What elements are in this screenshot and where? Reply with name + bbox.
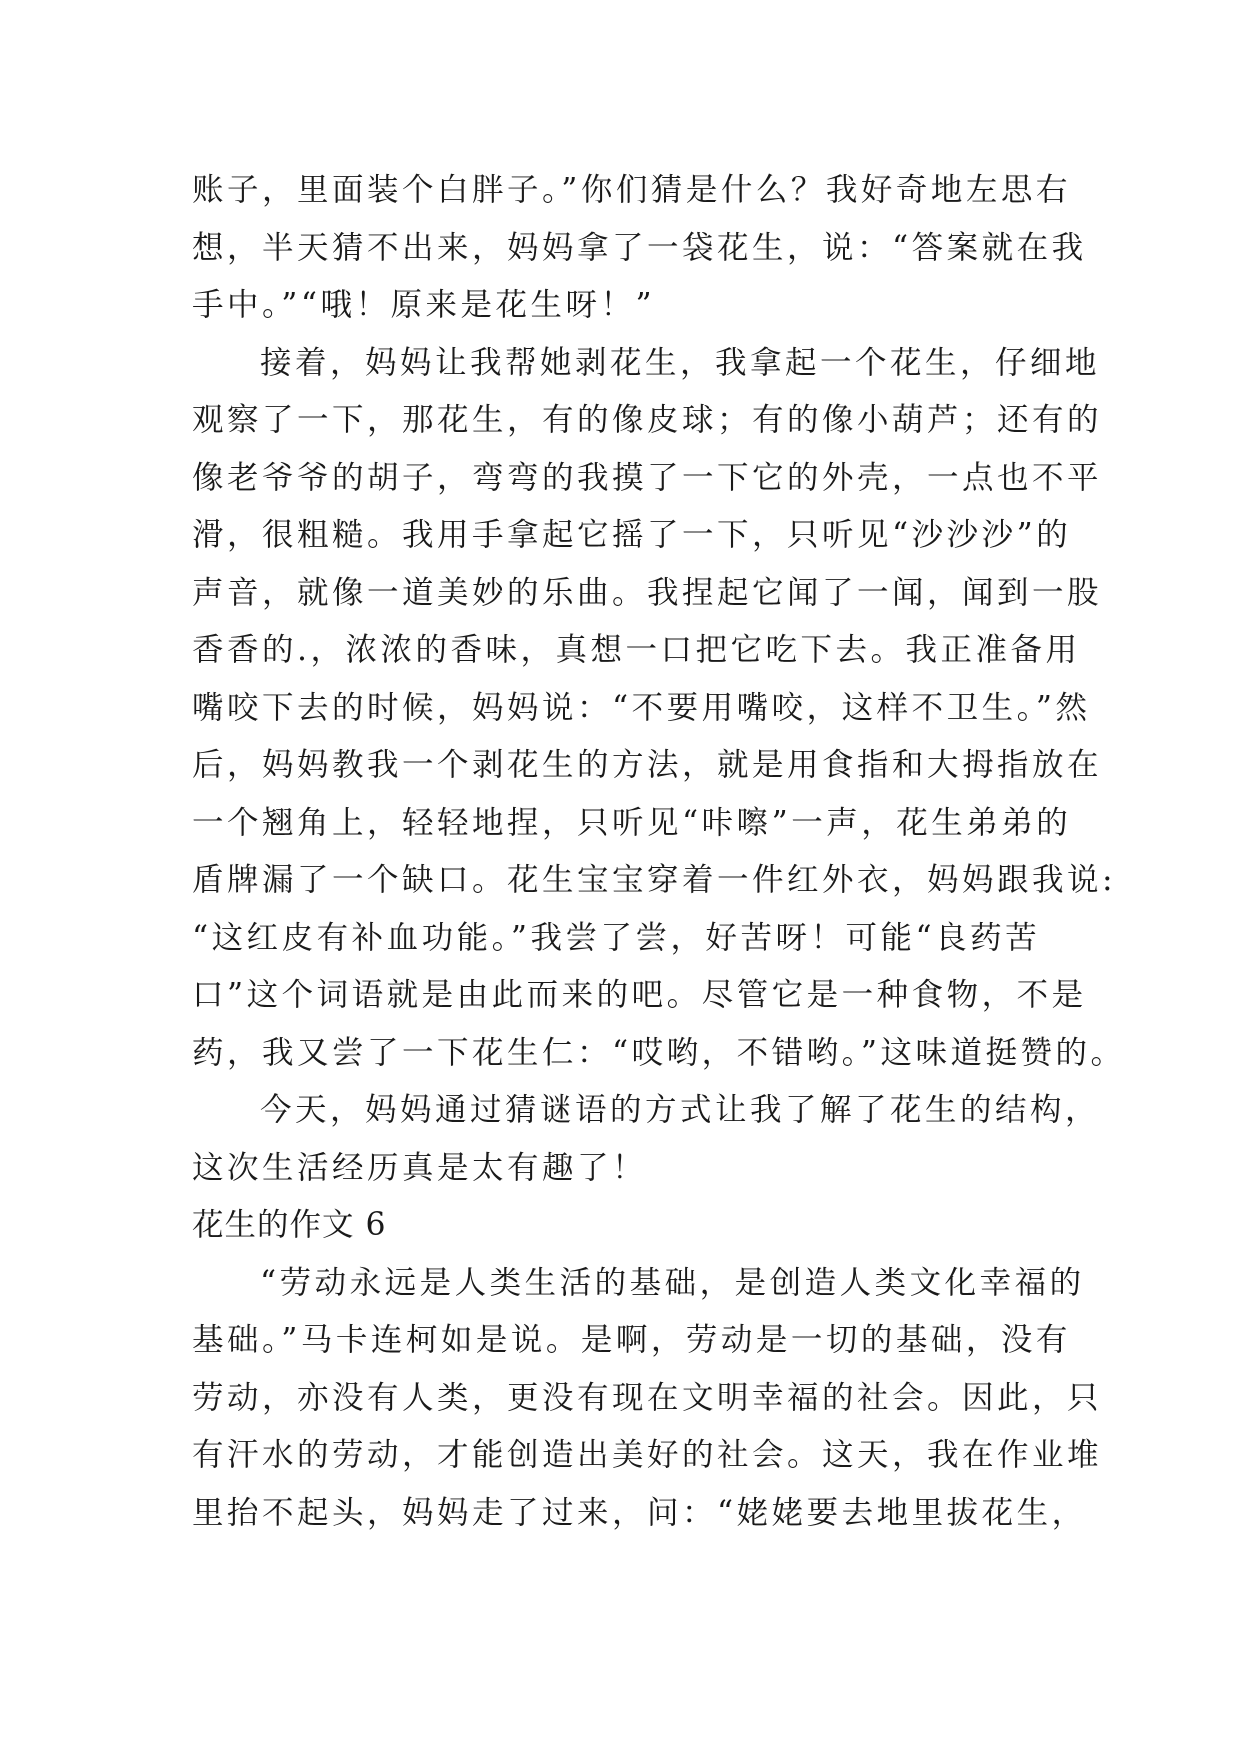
text-line: 声音，就像一道美妙的乐曲。我捏起它闻了一闻，闻到一股 [192, 574, 1103, 611]
text-line: 里抬不起头，妈妈走了过来，问：“姥姥要去地里拔花生， [192, 1494, 1087, 1531]
text-line: 滑，很粗糙。我用手拿起它摇了一下，只听见“沙沙沙”的 [192, 517, 1072, 553]
section-heading: 花生的作文 6 [192, 1207, 387, 1243]
text-line: 药，我又尝了一下花生仁：“哎哟，不错哟。”这味道挺赞的。 [192, 1034, 1126, 1071]
text-line: 劳动，亦没有人类，更没有现在文明幸福的社会。因此，只 [192, 1379, 1103, 1416]
text-line: 口”这个词语就是由此而来的吧。尽管它是一种食物，不是 [192, 977, 1087, 1013]
text-line: “劳动永远是人类生活的基础，是创造人类文化幸福的 [260, 1264, 1085, 1301]
text-line: 盾牌漏了一个缺口。花生宝宝穿着一件红外衣，妈妈跟我说: [192, 862, 1117, 898]
text-line: 后，妈妈教我一个剥花生的方法，就是用食指和大拇指放在 [192, 747, 1103, 783]
text-line: 有汗水的劳动，才能创造出美好的社会。这天，我在作业堆 [192, 1437, 1103, 1473]
text-line: 今天，妈妈通过猜谜语的方式让我了解了花生的结构， [260, 1092, 1101, 1128]
text-line: 一个翘角上，轻轻地捏，只听见“咔嚓”一声，花生弟弟的 [192, 804, 1072, 841]
text-line: 基础。”马卡连柯如是说。是啊，劳动是一切的基础，没有 [192, 1322, 1071, 1358]
text-line: 这次生活经历真是太有趣了！ [192, 1149, 648, 1186]
document-body [192, 162, 1126, 1542]
text-line: 嘴咬下去的时候，妈妈说：“不要用嘴咬，这样不卫生。”然 [192, 689, 1091, 726]
text-line: 像老爷爷的胡子，弯弯的我摸了一下它的外壳，一点也不平 [192, 459, 1103, 496]
text-line: 接着，妈妈让我帮她剥花生，我拿起一个花生，仔细地 [260, 344, 1101, 381]
text-line: 手中。”“哦！原来是花生呀！” [192, 287, 656, 323]
text-line: 账子，里面装个白胖子。”你们猜是什么？我好奇地左思右 [192, 172, 1071, 208]
text-line: 想，半天猜不出来，妈妈拿了一袋花生，说：“答案就在我 [192, 229, 1087, 266]
text-line: 观察了一下，那花生，有的像皮球；有的像小葫芦；还有的 [192, 402, 1103, 438]
text-line: 香香的.，浓浓的香味，真想一口把它吃下去。我正准备用 [192, 632, 1081, 668]
text-line: “这红皮有补血功能。”我尝了尝，好苦呀！可能“良药苦 [192, 919, 1041, 956]
